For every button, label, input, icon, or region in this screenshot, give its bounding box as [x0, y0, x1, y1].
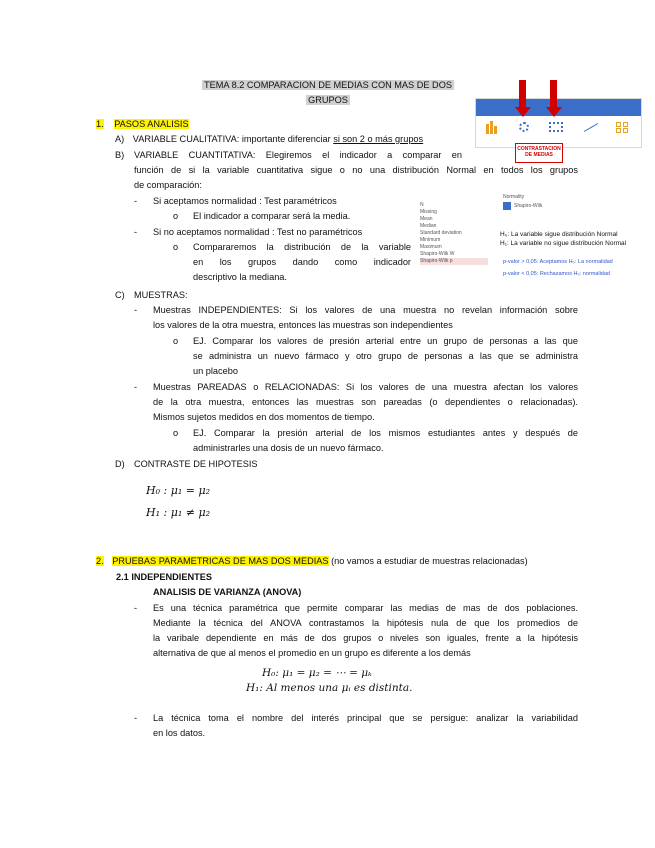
- pvalue-note-1: p-valor > 0,05: Aceptamos H₀: La normalidad: [503, 259, 613, 265]
- item-b-line2: función de si la variable cuantitativa sigue o no una distribución Normal en todos los grupos: [134, 165, 578, 175]
- hypothesis-h0: H₀ : μ₁ = μ₂: [146, 484, 211, 497]
- item-b-label: B): [115, 150, 125, 160]
- c2-l3: Mismos sujetos medidos en dos momentos de tiempo.: [153, 412, 375, 422]
- b2-text: Si no aceptamos normalidad : Test no paramétricos: [153, 227, 363, 237]
- h1-note: H₁: La variable no sigue distribución Normal: [500, 240, 627, 247]
- normality-checkbox[interactable]: [503, 202, 511, 210]
- red-arrow-1: [519, 80, 526, 108]
- item-c-label: C): [115, 290, 125, 300]
- table-row: N: [420, 202, 424, 208]
- red-arrow-head-1: [515, 107, 531, 117]
- anova-h1: H₁: Al menos una μᵢ es distinta.: [246, 682, 413, 694]
- pvalue-note-2: p-valor < 0,05: Rechazamos H₀: normalidad: [503, 271, 610, 277]
- sub-bullet: o: [173, 336, 179, 346]
- dash: -: [134, 305, 138, 315]
- jamovi-ribbon-image: [475, 98, 642, 148]
- c1-e3: un placebo: [193, 366, 238, 376]
- table-row: Maximum: [420, 244, 442, 250]
- normality-label: Normality: [503, 194, 525, 200]
- b2-sub2: en los grupos dando como indicador: [193, 257, 411, 267]
- item-d-label: D): [115, 459, 125, 469]
- item-d-heading: CONTRASTE DE HIPOTESIS: [134, 459, 258, 469]
- descriptives-table: [420, 202, 488, 265]
- dash: -: [134, 382, 138, 392]
- table-row: Mean: [420, 216, 433, 222]
- b1-sub: El indicador a comparar será la media.: [193, 211, 351, 221]
- anova-icon: [548, 120, 564, 134]
- regression-icon: [582, 120, 598, 134]
- red-arrow-2: [550, 80, 557, 108]
- anova-p1-l2: Mediante la técnica del ANOVA contrastamos la hipótesis nula de que los promedios de: [153, 618, 578, 628]
- table-row: Shapiro-Wilk p: [420, 258, 488, 265]
- anova-p1-l4: alternativa de que al menos el promedio en un grupo es diferente a los demás: [153, 648, 471, 658]
- frequencies-icon: [614, 120, 630, 134]
- table-row: Missing: [420, 209, 437, 215]
- item-b-line3: de comparación:: [134, 180, 202, 190]
- anova-p1-l1: Es una técnica paramétrica que permite comparar las medias de mas de dos poblaciones.: [153, 603, 578, 613]
- exploration-icon: [484, 120, 500, 134]
- dash: -: [134, 196, 138, 206]
- h0-note: H₀: La variable sigue distribución Normal: [500, 231, 618, 238]
- dash: -: [134, 603, 138, 613]
- callout-box: CONTRASTACION DE MEDIAS: [515, 143, 563, 163]
- sub-bullet: o: [173, 211, 179, 221]
- page-title: TEMA 8.2 COMPARACION DE MEDIAS CON MAS DE DOS GRUPOS: [204, 80, 452, 105]
- hypothesis-h1: H₁ : μ₁ ≠ μ₂: [146, 506, 211, 519]
- anova-p2-l1: La técnica toma el nombre del interés principal que se persigue: analizar la variabilidad: [153, 713, 578, 723]
- c2-l2: de la otra muestra, entonces las muestras son pareadas (o dependientes o relacionadas).: [153, 397, 578, 407]
- sub-bullet: o: [173, 428, 179, 438]
- c1-e2: se administra un nuevo fármaco y otro grupo de personas a las que se administra: [193, 351, 578, 361]
- subsection-independientes: 2.1 INDEPENDIENTES: [116, 572, 212, 582]
- c1-l1: Muestras INDEPENDIENTES: Si los valores de una muestra no revelan información sobre: [153, 305, 578, 315]
- item-a: A) VARIABLE CUALITATIVA: importante diferenciar si son 2 o más grupos: [115, 134, 424, 144]
- red-arrow-head-2: [546, 107, 562, 117]
- anova-h0: H₀: μ₁ = μ₂ = ⋯ = μₖ: [262, 667, 372, 679]
- table-row: Standard deviation: [420, 230, 462, 236]
- c2-l1: Muestras PAREADAS o RELACIONADAS: Si los valores de una muestra afectan los valores: [153, 382, 578, 392]
- item-b-line1: VARIABLE CUANTITATIVA: Elegiremos el indicador a comparar en: [134, 150, 462, 160]
- item-c-heading: MUESTRAS:: [134, 290, 188, 300]
- table-row: Median: [420, 223, 437, 229]
- anova-heading: ANALISIS DE VARIANZA (ANOVA): [153, 587, 302, 597]
- b2-sub3: descriptivo la mediana.: [193, 272, 287, 282]
- table-row: Shapiro-Wilk W: [420, 251, 455, 257]
- dash: -: [134, 227, 138, 237]
- b2-sub1: Compararemos la distribución de la variable: [193, 242, 411, 252]
- anova-p1-l3: la varibale dependiente en más de dos grupos o niveles son iguales, frente a la hipótesis: [153, 633, 578, 643]
- anova-p2-l2: en los datos.: [153, 728, 206, 738]
- sub-bullet: o: [173, 242, 179, 252]
- section-1-heading: 1. PASOS ANALISIS: [96, 119, 189, 129]
- c2-e1: EJ. Comparar la presión arterial de los mismos estudiantes antes y después de: [193, 428, 578, 438]
- c2-e2: administrarles una dosis de un nuevo fármaco.: [193, 443, 384, 453]
- dash: -: [134, 713, 138, 723]
- normality-option: Shapiro-Wilk: [514, 203, 543, 209]
- t-tests-icon: [516, 120, 532, 134]
- c1-l2: los valores de la otra muestra, entonces las muestras son independientes: [153, 320, 453, 330]
- table-row: Minimum: [420, 237, 441, 243]
- section-2-heading: 2. PRUEBAS PARAMETRICAS DE MAS DOS MEDIAS (no vamos a estudiar de muestras relacionadas): [96, 556, 528, 566]
- c1-e1: EJ. Comparar los valores de presión arterial entre un grupo de personas a las que: [193, 336, 578, 346]
- b1-text: Si aceptamos normalidad : Test paramétricos: [153, 196, 337, 206]
